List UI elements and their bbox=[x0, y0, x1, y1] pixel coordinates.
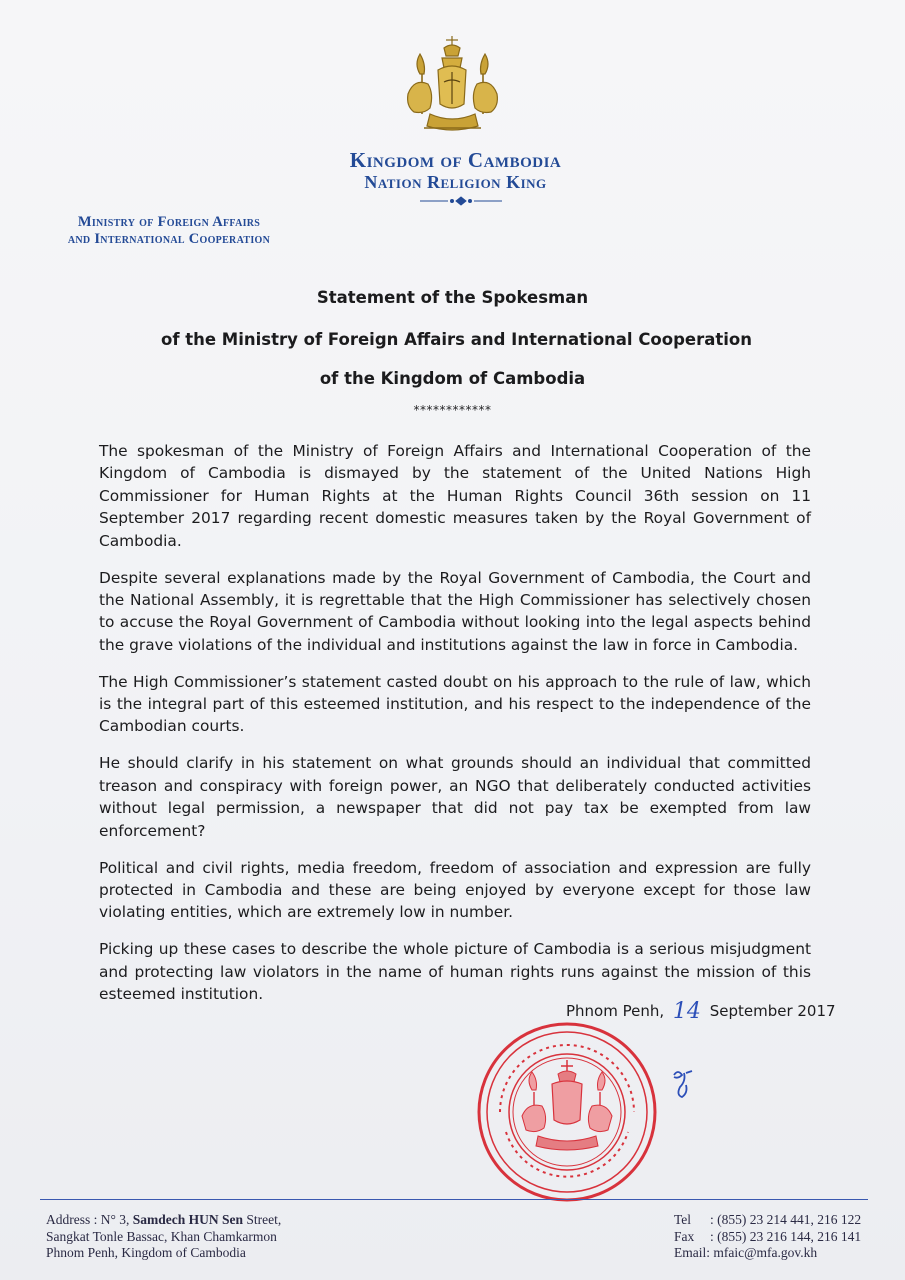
statement-title-line-1: Statement of the Spokesman bbox=[316, 288, 589, 307]
address-street-suffix: Street, bbox=[243, 1212, 282, 1227]
paragraph: The spokesman of the Ministry of Foreign Affairs and International Cooperation of the Kingdom of Cambodia is dismayed by the statement of the United Nations High Commissioner for Human Rights at the Human Rights Council 36th session on 11 September 2017 regarding recent domestic measures taken by the Royal Government of Cambodia. bbox=[99, 442, 811, 550]
tel-value: : (855) 23 214 441, 216 122 bbox=[710, 1212, 862, 1227]
address-line-3: Phnom Penh, Kingdom of Cambodia bbox=[46, 1245, 246, 1260]
statement-title-line-3: of the Kingdom of Cambodia bbox=[319, 369, 586, 388]
paragraph: Despite several explanations made by the Royal Government of Cambodia, the Court and the National Assembly, it is regrettable that the High Commissioner has selectively chosen to accuse the Royal Government of Cambodia without looking into the legal aspects behind the grave violations of the individual and institutions against the law in force in Cambodia. bbox=[99, 568, 811, 654]
email-value: : mfaic@mfa.gov.kh bbox=[706, 1245, 818, 1260]
ministry-line-1: Ministry of Foreign Affairs bbox=[77, 214, 261, 230]
ministry-line-2: and International Cooperation bbox=[67, 231, 271, 247]
paragraph: Political and civil rights, media freedom, freedom of association and expression are fully protected in Cambodia and these are being enjoyed by everyone except for those law violating entities, which are extremely low in number. bbox=[99, 858, 811, 922]
address-line-2: Sangkat Tonle Bassac, Khan Chamkarmon bbox=[46, 1228, 277, 1244]
footer-contacts bbox=[674, 1212, 861, 1262]
address-label: Address : N° 3, bbox=[46, 1212, 133, 1227]
paragraph: Picking up these cases to describe the whole picture of Cambodia is a serious misjudgment and protecting law violators in the name of human rights runs against the mission of this esteemed institution. bbox=[99, 940, 811, 1004]
national-motto: Nation Religion King bbox=[364, 172, 547, 192]
footer-address bbox=[46, 1212, 281, 1262]
paragraph: The High Commissioner’s statement casted doubt on his approach to the rule of law, which is the integral part of this esteemed institution, and his respect to the independence of the Cambodian courts. bbox=[99, 672, 811, 736]
handwritten-day: 14 bbox=[672, 999, 701, 1024]
tel-label: Tel bbox=[674, 1212, 692, 1227]
ornamental-divider-icon bbox=[418, 196, 504, 206]
royal-coat-of-arms-emblem bbox=[400, 34, 505, 136]
signature-place: Phnom Penh, bbox=[566, 1002, 665, 1020]
fax-value: : (855) 23 216 144, 216 141 bbox=[710, 1228, 862, 1244]
statement-title-line-2: of the Ministry of Foreign Affairs and International Cooperation bbox=[160, 330, 753, 349]
footer-divider bbox=[40, 1199, 868, 1200]
handwritten-initials-icon bbox=[668, 1065, 698, 1101]
ministry-name bbox=[44, 214, 294, 248]
address-street-name: Samdech HUN Sen bbox=[132, 1212, 244, 1227]
statement-body bbox=[99, 440, 811, 1020]
fax-label: Fax bbox=[674, 1228, 695, 1244]
official-seal-stamp-icon bbox=[462, 1020, 672, 1205]
email-label: Email bbox=[674, 1245, 707, 1260]
signature-month-year: September 2017 bbox=[709, 1002, 836, 1020]
title-separator: ************ bbox=[413, 403, 492, 417]
paragraph: He should clarify in his statement on what grounds should an individual that committed treason and conspiracy with foreign power, an NGO that deliberately conducted activities without legal permission, a newspaper that did not pay tax be exempted from law enforcement? bbox=[99, 754, 811, 840]
kingdom-title: Kingdom of Cambodia bbox=[349, 148, 562, 172]
